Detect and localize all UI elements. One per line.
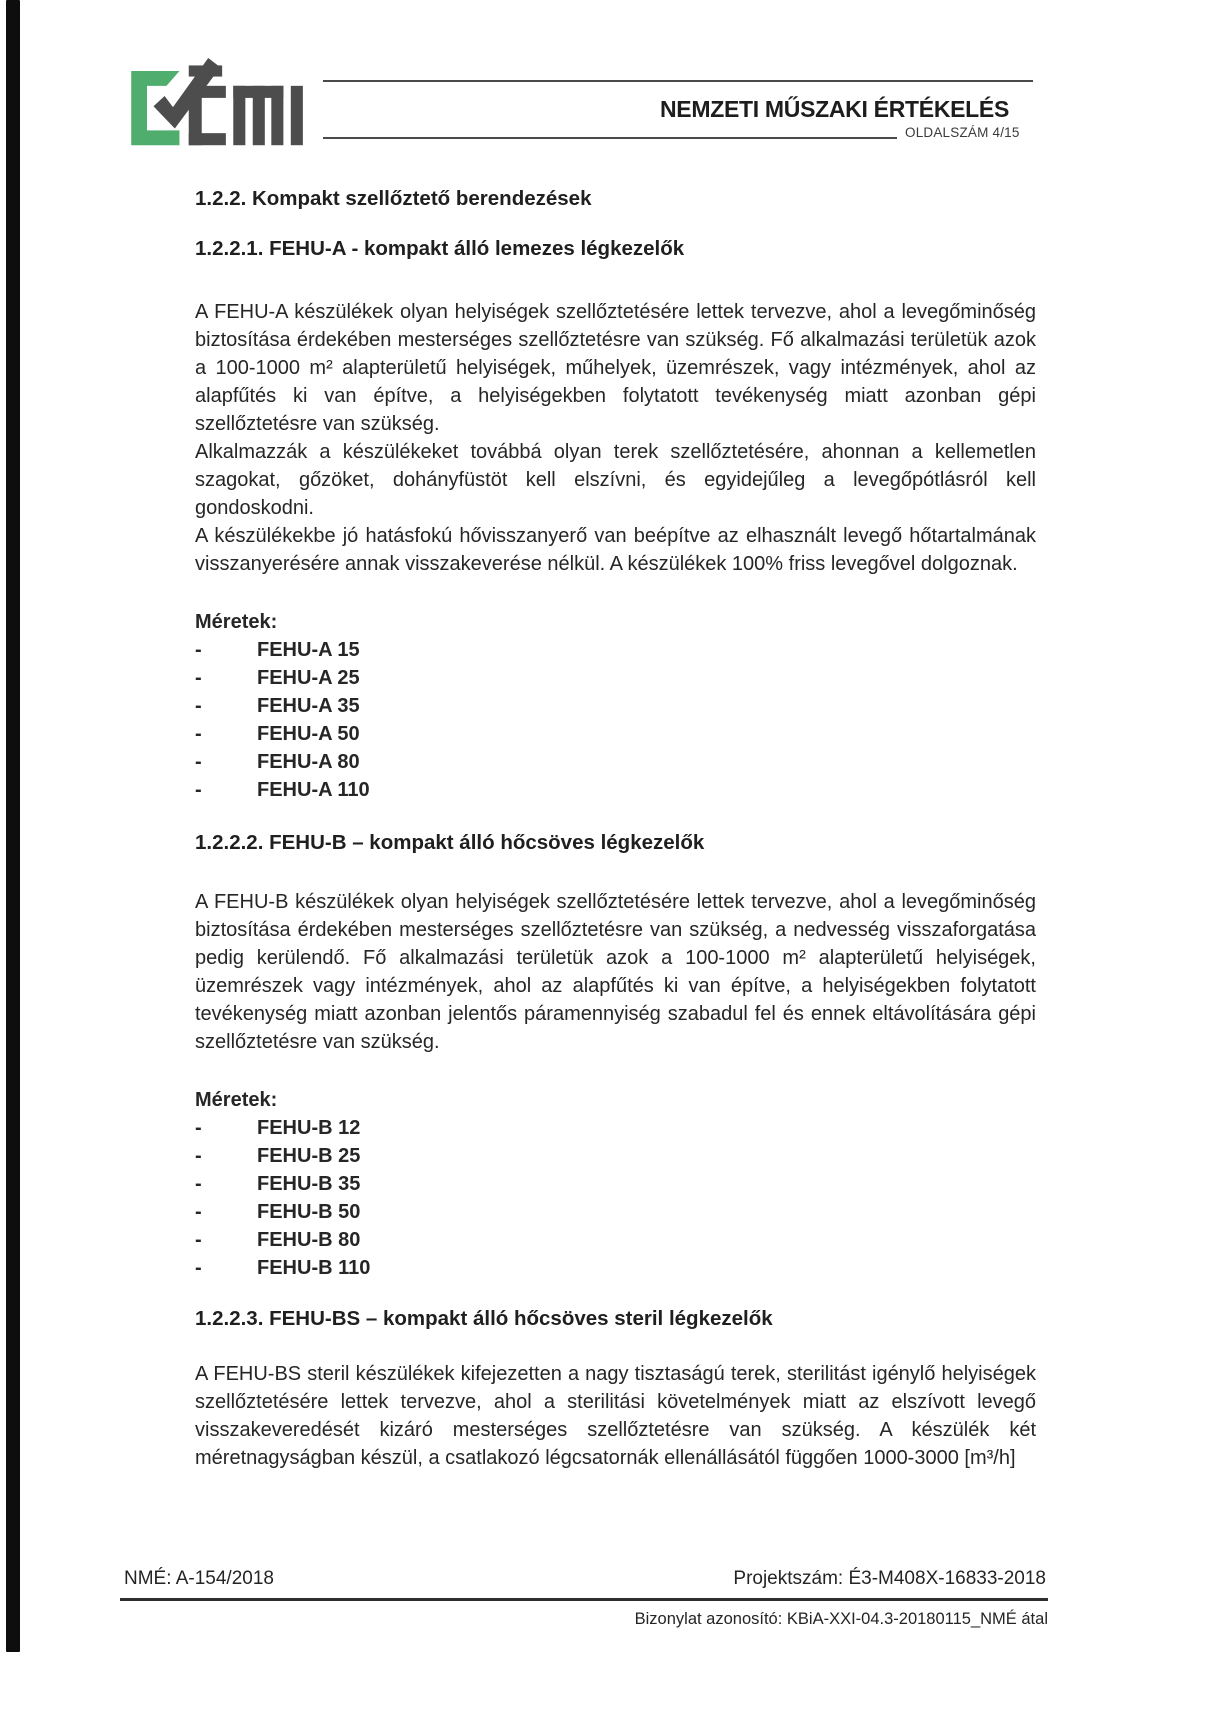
list-item: - FEHU-B 80 — [195, 1226, 1036, 1254]
footer — [124, 1568, 1046, 1590]
sizes-label: Méretek: — [195, 611, 278, 633]
section-heading-fehu-bs: 1.2.2.3. FEHU-BS – kompakt álló hőcsöves steril légkezelők — [195, 1307, 773, 1330]
list-item: - FEHU-A 15 — [195, 636, 1036, 664]
emi-logo — [131, 58, 317, 148]
paragraph: A FEHU-A készülékek olyan helyiségek szellőztetésére lettek tervezve, ahol a levegőminőség biztosítása érdekében mesterséges szellőztetésre van szükség. Fő alkalmazási területük azok a 100-1000 m² alapterületű helyiségek, műhelyek, üzemrészek, vagy intézmények, ahol az alapfűtés ki van építve, a helyiségekben folytatott tevékenység miatt azonban gépi szellőztetésre van szükség. — [195, 301, 1036, 435]
header-rule-bottom — [323, 137, 897, 139]
page-number-label: OLDALSZÁM 4/15 — [905, 125, 1020, 140]
section-heading-fehu-a: 1.2.2.1. FEHU-A - kompakt álló lemezes légkezelők — [195, 237, 685, 260]
paragraph: A FEHU-B készülékek olyan helyiségek szellőztetésére lettek tervezve, ahol a levegőminőség biztosítása érdekében mesterséges szellőztetésre van szükség, a nedvesség visszaforgatása pedig kerülendő. Fő alkalmazási területük azok a 100-1000 m² alapterületű helyiségek, üzemrészek vagy intézmények, ahol az alapfűtés ki van építve, a helyiségekben folytatott tevékenység miatt azonban jelentős páramennyiség szabadul fel és ennek eltávolítására gépi szellőztetésre van szükség. — [195, 891, 1036, 1053]
emi-logo-graphic — [131, 58, 317, 148]
sizes-label: Méretek: — [195, 1089, 278, 1111]
list-item: - FEHU-A 50 — [195, 720, 1036, 748]
chapter-heading: 1.2.2. Kompakt szellőztető berendezések — [195, 187, 592, 210]
list-item: - FEHU-A 80 — [195, 748, 1036, 776]
sizes-list-fehu-a — [195, 636, 1036, 804]
header-title: NEMZETI MŰSZAKI ÉRTÉKELÉS — [659, 96, 1009, 122]
paragraph: A készülékekbe jó hatásfokú hővisszanyerő van beépítve az elhasznált levegő hőtartalmának visszanyerésére annak visszakeverése nélkül. A készülékek 100% friss levegővel dolgoznak. — [195, 525, 1036, 575]
paragraph: Alkalmazzák a készülékeket továbbá olyan terek szellőztetésére, ahonnan a kellemetlen szagokat, gőzöket, dohányfüstöt kell elszívni, és egyidejűleg a levegőpótlásról kell gondoskodni. — [195, 441, 1036, 519]
list-item: - FEHU-B 50 — [195, 1198, 1036, 1226]
paragraph: A FEHU-BS steril készülékek kifejezetten a nagy tisztaságú terek, sterilitást igénylő helyiségek szellőztetésére lettek tervezve, ahol a sterilitási követelmények miatt az elszívott levegő visszakeveredését kizáró mesterséges szellőztetésre van szükség. A készülék két méretnagyságban készül, a csatlakozó légcsatornák ellenállásától függően 1000-3000 [m³/h] — [195, 1363, 1036, 1469]
list-item: - FEHU-B 110 — [195, 1254, 1036, 1282]
list-item: - FEHU-A 35 — [195, 692, 1036, 720]
section-heading-fehu-b: 1.2.2.2. FEHU-B – kompakt álló hőcsöves légkezelők — [195, 831, 705, 854]
document-body — [195, 186, 1036, 1472]
footer-project-number: Projektszám: É3-M408X-16833-2018 — [733, 1568, 1046, 1589]
sizes-list-fehu-b — [195, 1114, 1036, 1282]
list-item: - FEHU-B 12 — [195, 1114, 1036, 1142]
footer-nme-number: NMÉ: A-154/2018 — [124, 1568, 274, 1589]
footer-certificate-id: Bizonylat azonosító: KBiA-XXI-04.3-20180115_NMÉ átal — [634, 1610, 1048, 1628]
list-item: - FEHU-A 25 — [195, 664, 1036, 692]
scan-edge-artifact — [6, 0, 20, 1652]
list-item: - FEHU-B 35 — [195, 1170, 1036, 1198]
list-item: - FEHU-B 25 — [195, 1142, 1036, 1170]
header-rule-top — [323, 80, 1033, 82]
list-item: - FEHU-A 110 — [195, 776, 1036, 804]
footer-rule — [120, 1598, 1048, 1601]
